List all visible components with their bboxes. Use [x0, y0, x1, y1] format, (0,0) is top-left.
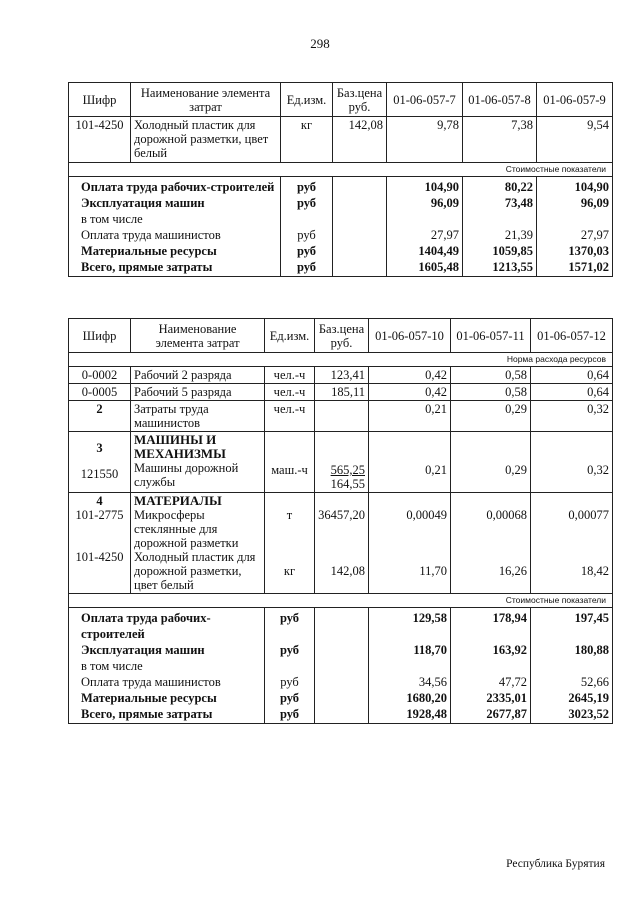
summary-value: 1928,48 — [369, 706, 451, 724]
summary-value: 1404,49 — [387, 243, 463, 259]
summary-row — [69, 259, 613, 277]
summary-value: 2335,01 — [451, 690, 531, 706]
page-number: 298 — [310, 36, 330, 51]
row-unit: чел.-ч — [265, 367, 315, 384]
header-col2: 01-06-057-11 — [451, 319, 531, 353]
summary-label: Оплата труда машинистов — [69, 227, 281, 243]
row-unit: маш.-ч — [271, 463, 308, 477]
row-value: 0,42 — [369, 367, 451, 384]
summary-value: 96,09 — [537, 195, 613, 227]
header-name: Наименование элемента затрат — [131, 83, 281, 117]
resource-table-2 — [68, 318, 613, 724]
summary-value: 163,92 — [451, 642, 531, 674]
table-row — [69, 367, 613, 384]
cost-note: Стоимостные показатели — [69, 163, 613, 177]
header-price: Баз.цена руб. — [333, 83, 387, 117]
summary-row — [69, 243, 613, 259]
row-code: 2 — [69, 401, 131, 432]
summary-unit: руб — [265, 642, 315, 674]
summary-value: 1370,03 — [537, 243, 613, 259]
summary-unit: руб — [281, 195, 333, 227]
summary-value: 27,97 — [537, 227, 613, 243]
summary-sublabel: в том числе — [81, 659, 143, 673]
summary-row — [69, 674, 613, 690]
summary-value: 178,94 — [451, 608, 531, 643]
summary-value: 2645,19 — [531, 690, 613, 706]
row-name: Рабочий 2 разряда — [131, 367, 265, 384]
summary-value: 47,72 — [451, 674, 531, 690]
row-value: 0,29 — [451, 401, 531, 432]
row-price: 565,25 — [330, 463, 365, 477]
row-value: 0,42 — [369, 384, 451, 401]
header-code: Шифр — [69, 319, 131, 353]
row-name: Холодный пластик для дорожной разметки, цвет белый — [131, 117, 281, 163]
summary-unit: руб — [265, 706, 315, 724]
resource-table-1 — [68, 82, 613, 277]
summary-row — [69, 706, 613, 724]
norm-note: Норма расхода ресурсов — [69, 353, 613, 367]
row-code: 101-4250 — [75, 550, 124, 564]
row-price-secondary: 164,55 — [330, 477, 365, 491]
summary-value: 180,88 — [531, 642, 613, 674]
summary-label: Оплата труда рабочих-строителей — [69, 177, 281, 196]
summary-value: 21,39 — [463, 227, 537, 243]
summary-label: Оплата труда машинистов — [69, 674, 265, 690]
summary-value: 104,90 — [537, 177, 613, 196]
row-price: 123,41 — [315, 367, 369, 384]
summary-value: 129,58 — [369, 608, 451, 643]
summary-value: 96,09 — [387, 195, 463, 227]
summary-label: Всего, прямые затраты — [69, 706, 265, 724]
row-value: 0,32 — [587, 463, 609, 477]
row-value: 18,42 — [580, 564, 609, 578]
summary-value: 118,70 — [369, 642, 451, 674]
table-row — [69, 384, 613, 401]
row-value: 16,26 — [498, 564, 527, 578]
summary-label: Материальные ресурсы — [69, 243, 281, 259]
summary-sublabel: в том числе — [81, 212, 143, 226]
row-value: 0,58 — [451, 384, 531, 401]
summary-unit: руб — [281, 259, 333, 277]
summary-label: Всего, прямые затраты — [69, 259, 281, 277]
summary-value: 197,45 — [531, 608, 613, 643]
summary-value: 2677,87 — [451, 706, 531, 724]
section-title: МАШИНЫ И МЕХАНИЗМЫ — [134, 432, 226, 461]
header-col3: 01-06-057-9 — [537, 83, 613, 117]
row-name: Рабочий 5 разряда — [131, 384, 265, 401]
row-value: 9,78 — [387, 117, 463, 163]
summary-unit: руб — [265, 608, 315, 643]
summary-value: 1213,55 — [463, 259, 537, 277]
row-name: Холодный пластик для дорожной разметки, цвет белый — [134, 550, 256, 592]
row-unit: чел.-ч — [265, 401, 315, 432]
summary-value: 52,66 — [531, 674, 613, 690]
summary-value: 73,48 — [463, 195, 537, 227]
row-name: Машины дорожной службы — [134, 461, 239, 489]
row-value: 0,00077 — [568, 508, 609, 522]
header-price: Баз.цена руб. — [315, 319, 369, 353]
summary-value: 34,56 — [369, 674, 451, 690]
row-code: 101-2775 — [75, 508, 124, 522]
summary-unit: руб — [281, 243, 333, 259]
table-row — [69, 401, 613, 432]
row-value: 0,21 — [425, 463, 447, 477]
row-price: 36457,20 — [318, 508, 365, 522]
summary-value: 80,22 — [463, 177, 537, 196]
summary-value: 1571,02 — [537, 259, 613, 277]
row-name: Микросферы стеклянные для дорожной разметки — [134, 508, 239, 550]
summary-value: 1605,48 — [387, 259, 463, 277]
summary-row — [69, 690, 613, 706]
table-header-row — [69, 319, 613, 353]
summary-unit: руб — [265, 674, 315, 690]
table-row — [69, 117, 613, 163]
summary-unit: руб — [281, 177, 333, 196]
summary-row — [69, 642, 613, 674]
summary-value: 3023,52 — [531, 706, 613, 724]
row-code: 121550 — [80, 467, 119, 481]
row-value: 7,38 — [463, 117, 537, 163]
cost-note-row — [69, 594, 613, 608]
row-unit: чел.-ч — [265, 384, 315, 401]
section-machines — [69, 432, 613, 493]
row-price: 142,08 — [330, 564, 365, 578]
footer-region: Республика Бурятия — [506, 858, 605, 870]
norm-note-row — [69, 353, 613, 367]
row-price: 142,08 — [333, 117, 387, 163]
row-code: 0-0005 — [69, 384, 131, 401]
row-value: 0,64 — [531, 367, 613, 384]
row-value: 11,70 — [419, 564, 447, 578]
header-unit: Ед.изм. — [265, 319, 315, 353]
summary-label: Эксплуатация машин — [81, 643, 205, 657]
section-title: МАТЕРИАЛЫ — [134, 493, 222, 508]
summary-value: 104,90 — [387, 177, 463, 196]
header-col1: 01-06-057-7 — [387, 83, 463, 117]
section-number: 4 — [96, 494, 103, 508]
header-col2: 01-06-057-8 — [463, 83, 537, 117]
summary-unit: руб — [265, 690, 315, 706]
cost-note: Стоимостные показатели — [69, 594, 613, 608]
row-code: 101-4250 — [69, 117, 131, 163]
header-name: Наименование элемента затрат — [131, 319, 265, 353]
row-value: 0,32 — [531, 401, 613, 432]
summary-label: Оплата труда рабочих-строителей — [69, 608, 265, 643]
table-header-row — [69, 83, 613, 117]
row-unit: кг — [283, 564, 296, 578]
row-value: 9,54 — [537, 117, 613, 163]
row-value: 0,29 — [505, 463, 527, 477]
summary-label: Материальные ресурсы — [69, 690, 265, 706]
row-value: 0,64 — [531, 384, 613, 401]
header-col1: 01-06-057-10 — [369, 319, 451, 353]
summary-unit: руб — [281, 227, 333, 243]
summary-label: Эксплуатация машин — [81, 196, 205, 210]
row-name: Затраты труда машинистов — [131, 401, 265, 432]
row-value: 0,00068 — [486, 508, 527, 522]
row-price: 185,11 — [315, 384, 369, 401]
summary-value: 1059,85 — [463, 243, 537, 259]
cost-note-row — [69, 163, 613, 177]
summary-row — [69, 227, 613, 243]
section-number: 3 — [96, 441, 103, 455]
row-value: 0,21 — [369, 401, 451, 432]
row-price — [315, 401, 369, 432]
header-code: Шифр — [69, 83, 131, 117]
summary-row — [69, 195, 613, 227]
summary-value: 27,97 — [387, 227, 463, 243]
row-code: 0-0002 — [69, 367, 131, 384]
row-value: 0,00049 — [406, 508, 447, 522]
row-unit: т — [286, 508, 293, 522]
header-unit: Ед.изм. — [281, 83, 333, 117]
row-unit: кг — [281, 117, 333, 163]
section-materials — [69, 493, 613, 594]
header-col3: 01-06-057-12 — [531, 319, 613, 353]
summary-row — [69, 177, 613, 196]
row-value: 0,58 — [451, 367, 531, 384]
summary-value: 1680,20 — [369, 690, 451, 706]
summary-row — [69, 608, 613, 643]
